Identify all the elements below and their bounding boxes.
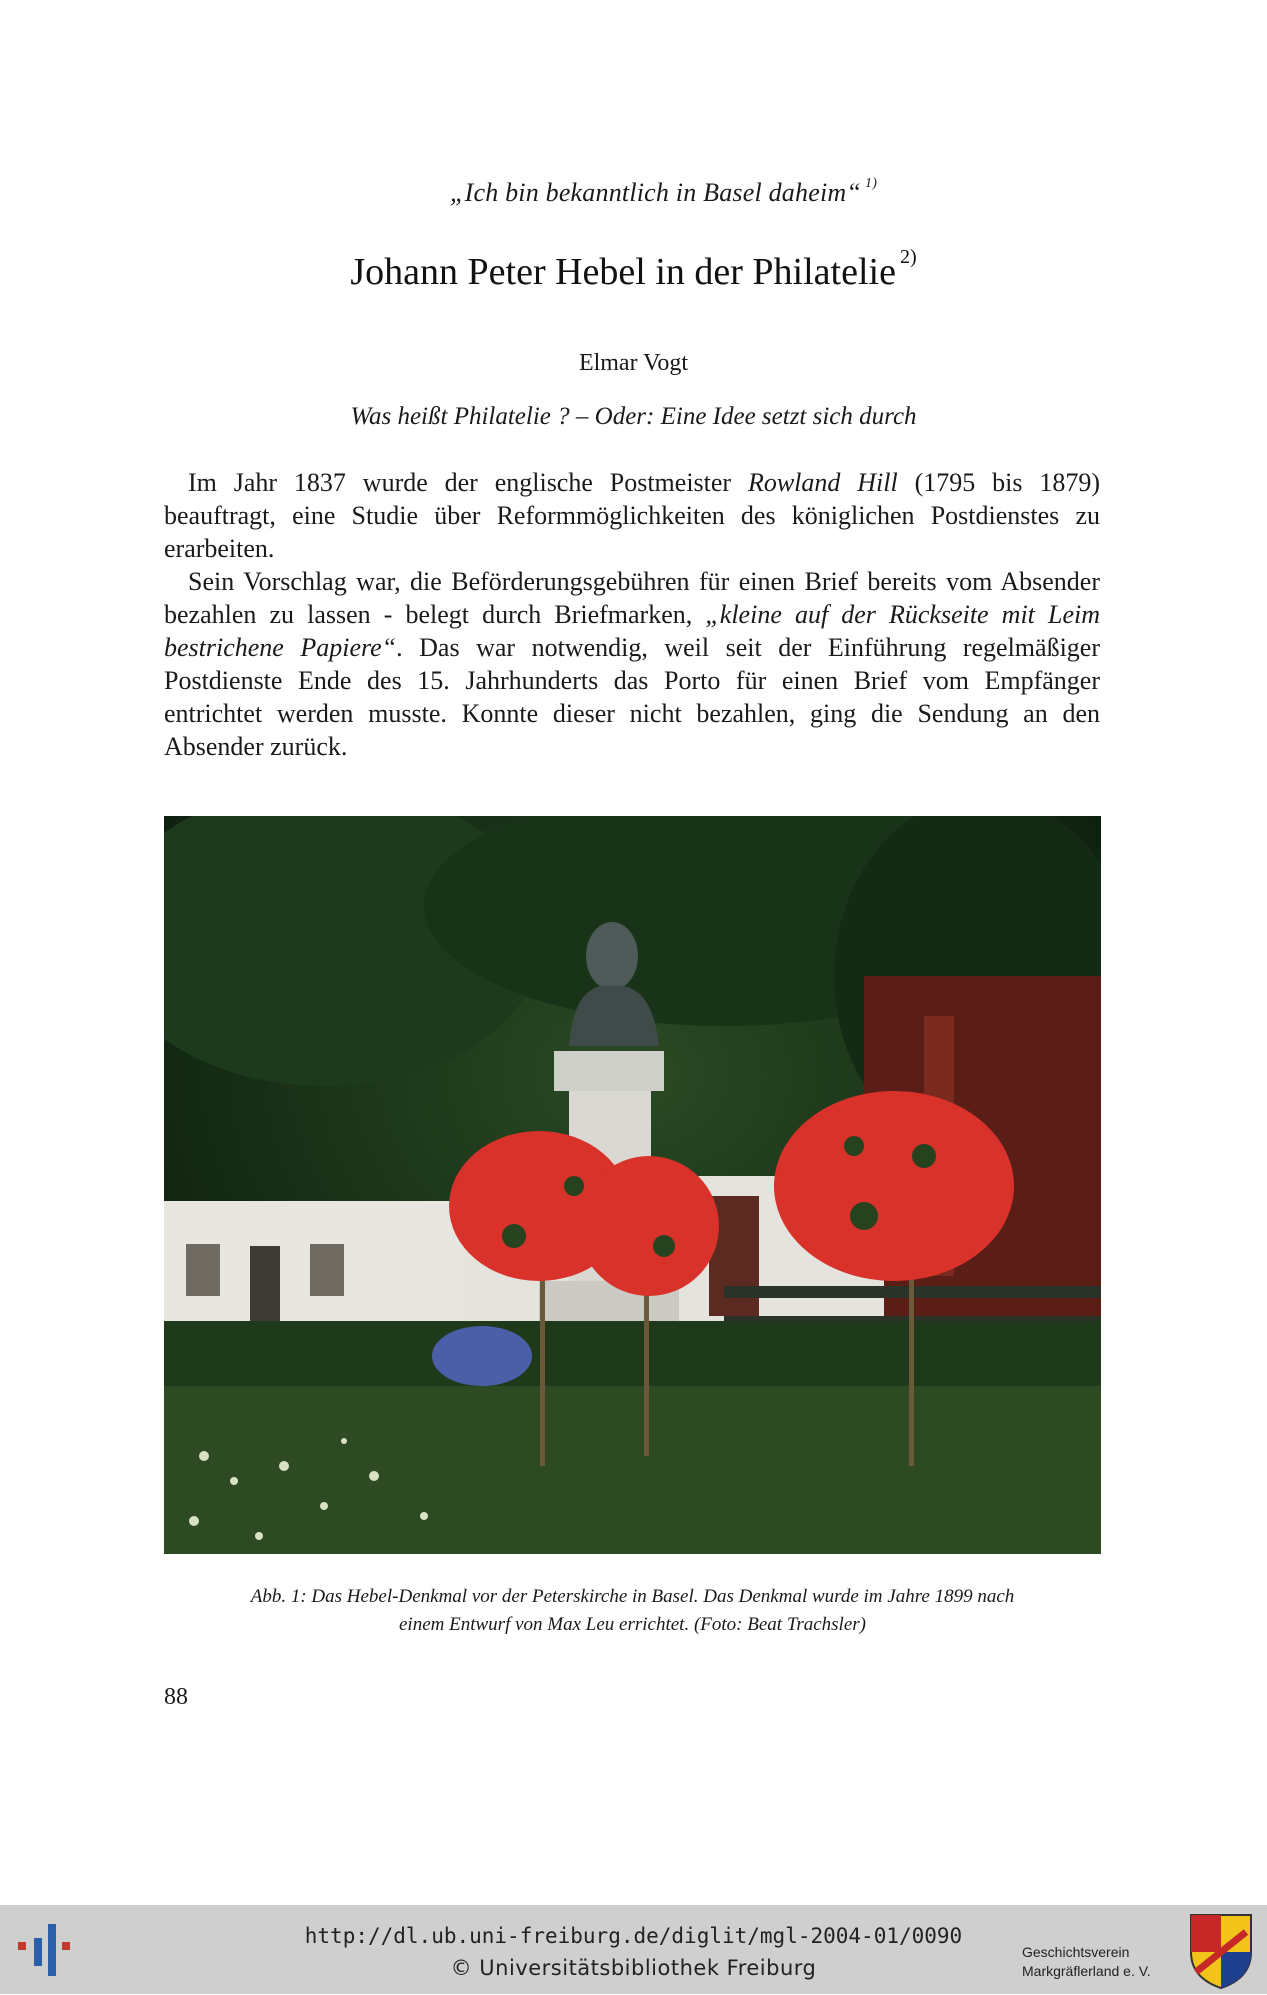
paragraph <box>164 466 1100 565</box>
quotation: „kleine auf der Rückseite mit Leim bestrichene Papiere“ <box>164 600 1100 662</box>
epigraph-text: „Ich bin bekanntlich in Basel daheim“ <box>449 178 861 207</box>
paragraph-text: Im Jahr 1837 wurde der englische Postmeister <box>188 468 748 497</box>
person-name: Rowland Hill <box>747 468 898 497</box>
footer-copyright: © Universitätsbibliothek Freiburg <box>450 1956 817 1980</box>
page-number: 88 <box>164 1684 188 1710</box>
figure-caption <box>164 1583 1101 1639</box>
society-name-line: Markgräflerland e. V. <box>1022 1963 1151 1979</box>
paragraph-text: (1795 bis 1879) beauftragt, eine Studie über Reformmöglichkeiten des königlichen Postdienstes zu erarbeiten. <box>164 468 1100 563</box>
society-name-line: Geschichtsverein <box>1022 1944 1130 1960</box>
section-heading: Was heißt Philatelie ? – Oder: Eine Idee setzt sich durch <box>350 403 917 430</box>
caption-line: Abb. 1: Das Hebel-Denkmal vor der Peterskirche in Basel. Das Denkmal wurde im Jahre 1899 nach <box>250 1586 1015 1607</box>
paragraph-text: Sein Vorschlag war, die Beförderungsgebühren für einen Brief bereits vom Absender bezahlen zu lassen - belegt durch Briefmarken, <box>164 567 1100 629</box>
footer-url-link[interactable]: http://dl.ub.uni-freiburg.de/diglit/mgl-2004-01/0090 <box>304 1924 963 1948</box>
epigraph <box>0 178 1267 208</box>
society-name <box>1022 1943 1151 1981</box>
caption-line: einem Entwurf von Max Leu errichtet. (Foto: Beat Trachsler) <box>399 1614 866 1635</box>
article-body <box>164 466 1100 763</box>
article-title-text: Johann Peter Hebel in der Philatelie <box>350 251 896 293</box>
article-title <box>0 246 1267 294</box>
paragraph <box>164 565 1100 763</box>
hebel-monument-photo <box>164 816 1101 1554</box>
coat-of-arms-icon <box>1188 1912 1254 1990</box>
title-footnote-marker: 2) <box>899 246 917 268</box>
author: Elmar Vogt <box>578 350 689 376</box>
epigraph-footnote-marker: 1) <box>865 176 878 191</box>
photo-illustration <box>164 816 1101 1554</box>
paragraph-text: . Das war notwendig, weil seit der Einführung regelmäßiger Postdienste Ende des 15. Jahrhunderts das Porto für einen Brief vom Empfänger entrichtet werden musste. Konnte dieser nicht bezahlen, ging die Sendung an den Absender zurück. <box>164 633 1100 761</box>
